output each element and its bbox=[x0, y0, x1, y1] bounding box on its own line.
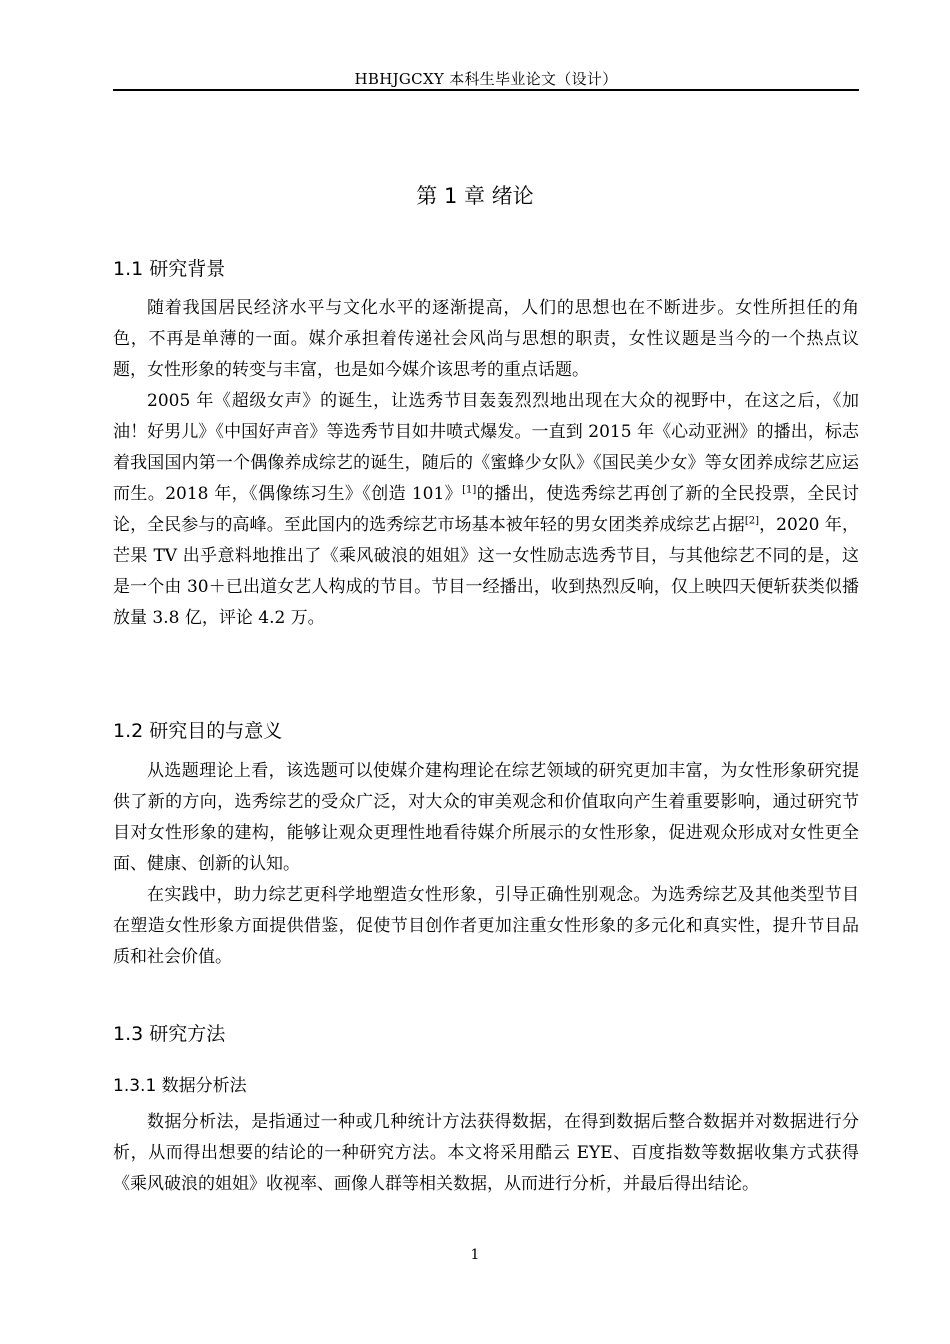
subsection-heading-1-3-1: 1.3.1 数据分析法 bbox=[113, 1076, 247, 1096]
paragraph-text: ，2020 年，芒果 TV 出乎意料地推出了《乘风破浪的姐姐》这一女性励志选秀节目，与其他综艺不同的是，这是一个由 30＋已出道女艺人构成的节目。节目一经播出，收到热烈反响，仅上映四天便斩获类似播放量 3.8 亿，评论 4.2 万。 bbox=[113, 515, 860, 628]
citation-2[interactable]: [2] bbox=[744, 515, 760, 527]
chapter-title: 第 1 章 绪论 bbox=[416, 184, 534, 208]
paragraph-background-2 bbox=[113, 386, 859, 634]
running-header: HBHJGCXY 本科生毕业论文（设计） bbox=[354, 70, 618, 88]
paragraph-purpose-1: 从选题理论上看，该选题可以使媒介建构理论在综艺领域的研究更加丰富，为女性形象研究提供了新的方向，选秀综艺的受众广泛，对大众的审美观念和价值取向产生着重要影响，通过研究节目对女性形象的建构，能够让观众更理性地看待媒介所展示的女性形象，促进观众形成对女性更全面、健康、创新的认知。 bbox=[113, 761, 859, 874]
paragraph-text: 的播出，使选秀综艺再创了新的全民投票，全民讨论，全民参与的高峰。至此国内的选秀综艺市场基本被年轻的男女团类养成综艺占据 bbox=[113, 484, 859, 535]
page-number: 1 bbox=[470, 1247, 480, 1263]
paragraph-data-analysis: 数据分析法，是指通过一种或几种统计方法获得数据，在得到数据后整合数据并对数据进行分析，从而得出想要的结论的一种研究方法。本文将采用酷云 EYE、百度指数等数据收集方式获得《乘风破浪的姐姐》收视率、画像人群等相关数据，从而进行分析，并最后得出结论。 bbox=[113, 1112, 859, 1194]
section-heading-1-1: 1.1 研究背景 bbox=[113, 258, 226, 280]
header-divider bbox=[113, 89, 859, 91]
paragraph-background-1: 随着我国居民经济水平与文化水平的逐渐提高，人们的思想也在不断进步。女性所担任的角色，不再是单薄的一面。媒介承担着传递社会风尚与思想的职责，女性议题是当今的一个热点议题，女性形象的转变与丰富，也是如今媒介该思考的重点话题。 bbox=[113, 298, 859, 380]
section-heading-1-3: 1.3 研究方法 bbox=[113, 1023, 226, 1045]
paragraph-purpose-2: 在实践中，助力综艺更科学地塑造女性形象，引导正确性别观念。为选秀综艺及其他类型节目在塑造女性形象方面提供借鉴，促使节目创作者更加注重女性形象的多元化和真实性，提升节目品质和社会价值。 bbox=[113, 885, 859, 967]
section-heading-1-2: 1.2 研究目的与意义 bbox=[113, 720, 283, 742]
citation-1[interactable]: [1] bbox=[462, 484, 477, 496]
paragraph-text: 2005 年《超级女声》的诞生，让选秀节目轰轰烈烈地出现在大众的视野中，在这之后，《加油！好男儿》《中国好声音》等选秀节目如井喷式爆发。一直到 2015 年《心动亚洲》的播出，标志着我国国内第一个偶像养成综艺的诞生，随后的《蜜蜂少女队》《国民美少女》等女团养成综艺应运而生。2018 年，《偶像练习生》《创造 101》 bbox=[113, 391, 859, 504]
